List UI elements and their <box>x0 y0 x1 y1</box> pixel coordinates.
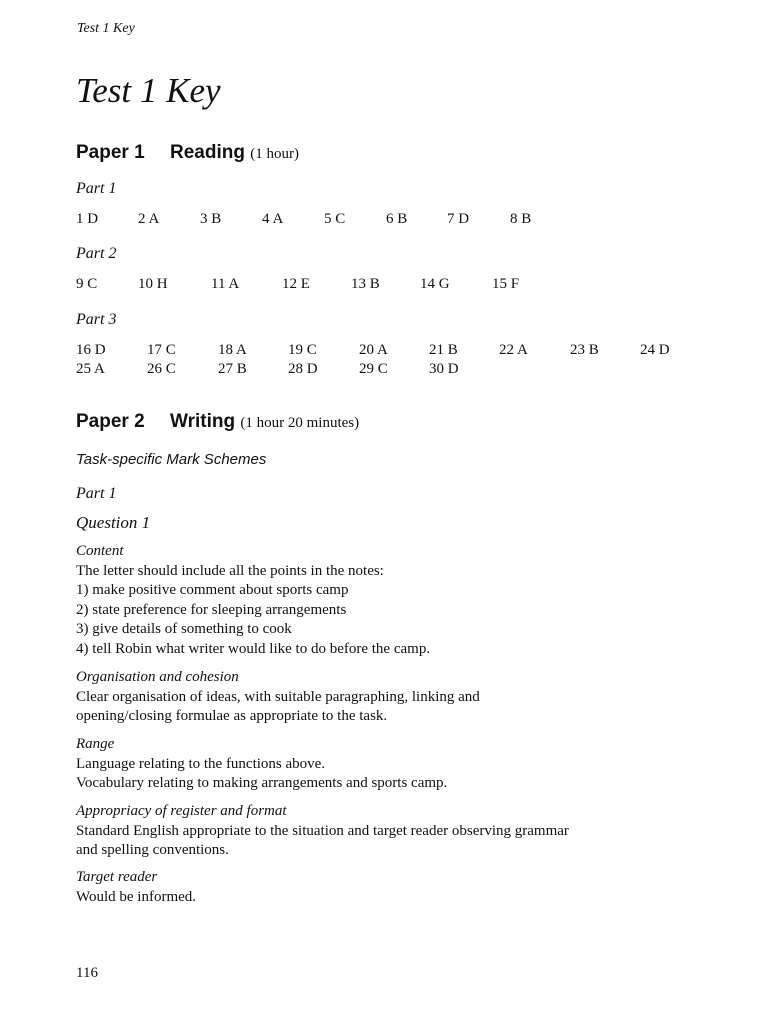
criterion-range <box>76 735 447 794</box>
answer-item: 20 A <box>359 342 388 358</box>
answer-item: 4 A <box>262 211 284 227</box>
answer-item: 8 B <box>510 211 532 227</box>
answer-item: 14 G <box>420 276 450 292</box>
answer-item: 7 D <box>447 211 470 227</box>
running-head: Test 1 Key <box>77 21 135 36</box>
answer-item: 6 B <box>386 211 408 227</box>
answer-item: 5 C <box>324 211 346 227</box>
criterion-line: Would be informed. <box>76 888 197 905</box>
answer-item: 19 C <box>288 342 317 358</box>
criterion-heading: Range <box>76 736 115 752</box>
answer-item: 12 E <box>282 276 310 292</box>
answer-item: 16 D <box>76 342 106 358</box>
answer-item: 2 A <box>138 211 160 227</box>
criterion-line: Standard English appropriate to the situation and target reader observing grammar <box>76 822 569 839</box>
paper1-duration: (1 hour) <box>250 146 299 162</box>
answer-item: 28 D <box>288 361 318 377</box>
criterion-target-reader <box>76 868 196 907</box>
answer-item: 18 A <box>218 342 247 358</box>
paper1-heading <box>76 142 476 168</box>
answer-item: 10 H <box>138 276 168 292</box>
answer-item: 29 C <box>359 361 388 377</box>
mark-schemes-subheading: Task-specific Mark Schemes <box>76 451 267 468</box>
criterion-line: The letter should include all the points in the notes: <box>76 562 384 579</box>
criterion-heading: Organisation and cohesion <box>76 669 239 685</box>
answer-item: 25 A <box>76 361 105 377</box>
paper2-heading <box>76 411 476 437</box>
answer-item: 13 B <box>351 276 380 292</box>
answer-item: 22 A <box>499 342 528 358</box>
answer-item: 3 B <box>200 211 222 227</box>
question-1-label: Question 1 <box>76 513 151 532</box>
answer-item: 23 B <box>570 342 599 358</box>
criterion-line: 1) make positive comment about sports camp <box>76 582 349 598</box>
answer-item: 26 C <box>147 361 176 377</box>
answer-item: 30 D <box>429 361 459 377</box>
answer-item: 24 D <box>640 342 670 358</box>
criterion-line: opening/closing formulae as appropriate to the task. <box>76 708 388 724</box>
answer-item: 17 C <box>147 342 176 358</box>
answer-item: 1 D <box>76 211 99 227</box>
paper2-duration: (1 hour 20 minutes) <box>240 415 360 431</box>
answer-item: 27 B <box>218 361 247 377</box>
paper1-label: Paper 1 <box>76 142 145 163</box>
criterion-heading: Target reader <box>76 869 158 885</box>
criterion-heading: Content <box>76 543 124 559</box>
reading-part2-label: Part 2 <box>76 245 117 262</box>
answer-item: 11 A <box>211 276 240 292</box>
criterion-line: 4) tell Robin what writer would like to do before the camp. <box>76 640 431 657</box>
page-number: 116 <box>76 965 98 981</box>
criterion-line: 2) state preference for sleeping arrangements <box>76 601 347 618</box>
writing-part1-label: Part 1 <box>76 485 117 502</box>
criterion-line: 3) give details of something to cook <box>76 621 292 637</box>
paper2-title: Writing <box>170 411 236 432</box>
criterion-content <box>76 542 430 659</box>
criterion-organisation <box>76 668 480 727</box>
answer-item: 15 F <box>492 276 520 292</box>
criterion-line: Language relating to the functions above. <box>76 755 326 772</box>
paper2-label: Paper 2 <box>76 411 145 432</box>
criterion-heading: Appropriacy of register and format <box>76 803 287 819</box>
criterion-appropriacy <box>76 802 569 861</box>
answer-item: 21 B <box>429 342 458 358</box>
criterion-line: and spelling conventions. <box>76 842 229 858</box>
reading-part3-label: Part 3 <box>76 311 117 328</box>
page-title: Test 1 Key <box>76 71 221 110</box>
reading-part1-label: Part 1 <box>76 180 117 197</box>
criterion-line: Clear organisation of ideas, with suitable paragraphing, linking and <box>76 688 480 705</box>
criterion-line: Vocabulary relating to making arrangements and sports camp. <box>76 775 448 791</box>
answer-item: 9 C <box>76 276 98 292</box>
paper1-title: Reading <box>170 142 245 163</box>
